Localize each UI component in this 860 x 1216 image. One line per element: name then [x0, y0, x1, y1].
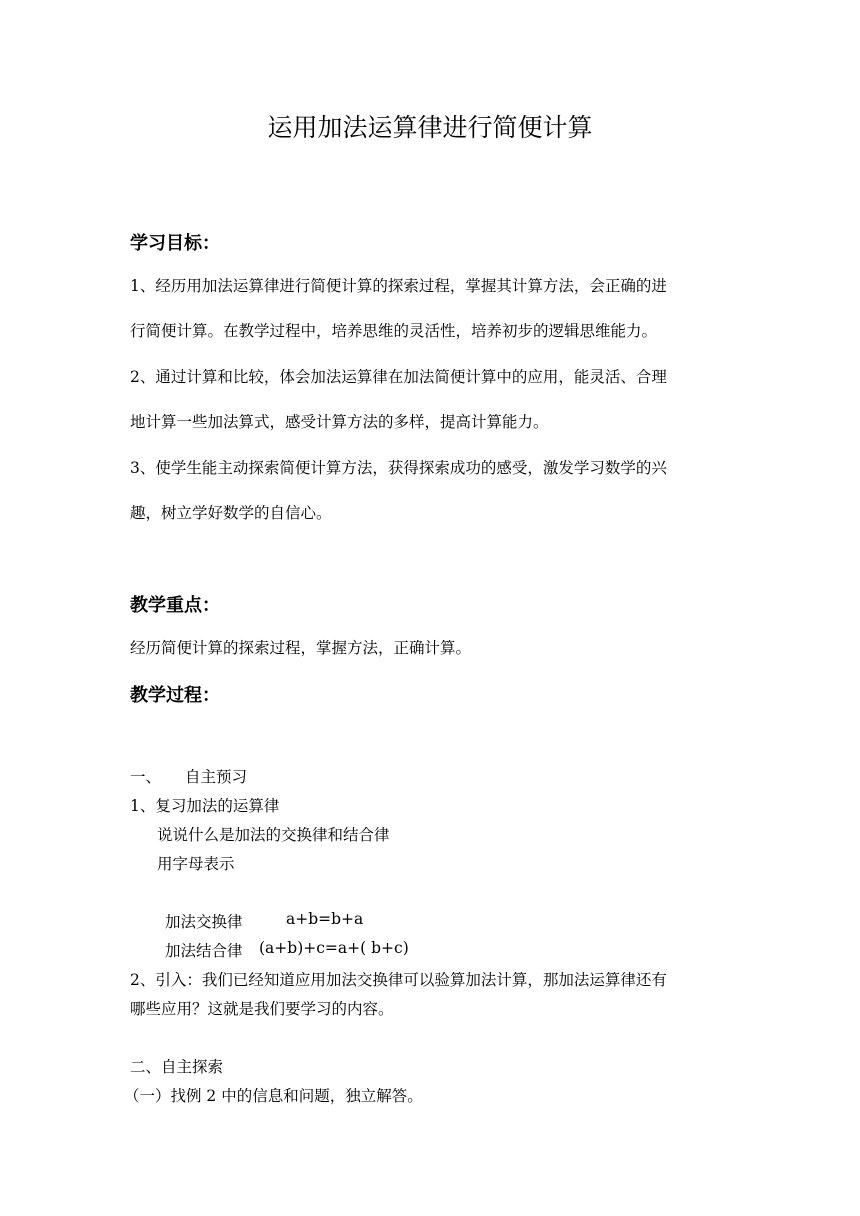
law-formula: a+b=b+a — [286, 910, 364, 928]
objective-line: 行简便计算。在教学过程中，培养思维的灵活性，培养初步的逻辑思维能力。 — [130, 322, 658, 340]
law-formula: (a+b)+c=a+( b+c) — [259, 939, 409, 957]
objective-line: 地计算一些加法算式，感受计算方法的多样，提高计算能力。 — [130, 413, 549, 431]
review-question: 用字母表示 — [157, 855, 235, 873]
objective-line: 2、通过计算和比较，体会加法运算律在加法简便计算中的应用，能灵活、合理 — [130, 368, 667, 386]
law-name: 加法结合律 — [165, 942, 243, 960]
objective-line: 3、使学生能主动探索简便计算方法，获得探索成功的感受，激发学习数学的兴 — [130, 459, 667, 477]
review-question: 说说什么是加法的交换律和结合律 — [157, 826, 390, 844]
objective-line: 趣，树立学好数学的自信心。 — [130, 504, 332, 522]
process-heading: 教学过程： — [130, 685, 220, 706]
intro-line: 哪些应用？这就是我们要学习的内容。 — [130, 1000, 394, 1018]
objectives-heading: 学习目标： — [130, 233, 220, 254]
key-points-text: 经历简便计算的探索过程，掌握方法，正确计算。 — [130, 639, 472, 657]
section2-subitem: （一）找例 2 中的信息和问题，独立解答。 — [124, 1087, 423, 1105]
review-item: 1、复习加法的运算律 — [130, 797, 280, 815]
objective-line: 1、经历用加法运算律进行简便计算的探索过程，掌握其计算方法，会正确的进 — [130, 277, 667, 295]
key-points-heading: 教学重点： — [130, 595, 220, 616]
intro-line: 2、引入：我们已经知道应用加法交换律可以验算加法计算，那加法运算律还有 — [130, 971, 667, 989]
section1-title: 自主预习 — [185, 768, 248, 786]
law-name: 加法交换律 — [165, 913, 243, 931]
section2-title: 二、自主探索 — [130, 1058, 224, 1076]
page-title: 运用加法运算律进行简便计算 — [267, 113, 593, 142]
section1-number: 一、 — [130, 768, 162, 786]
